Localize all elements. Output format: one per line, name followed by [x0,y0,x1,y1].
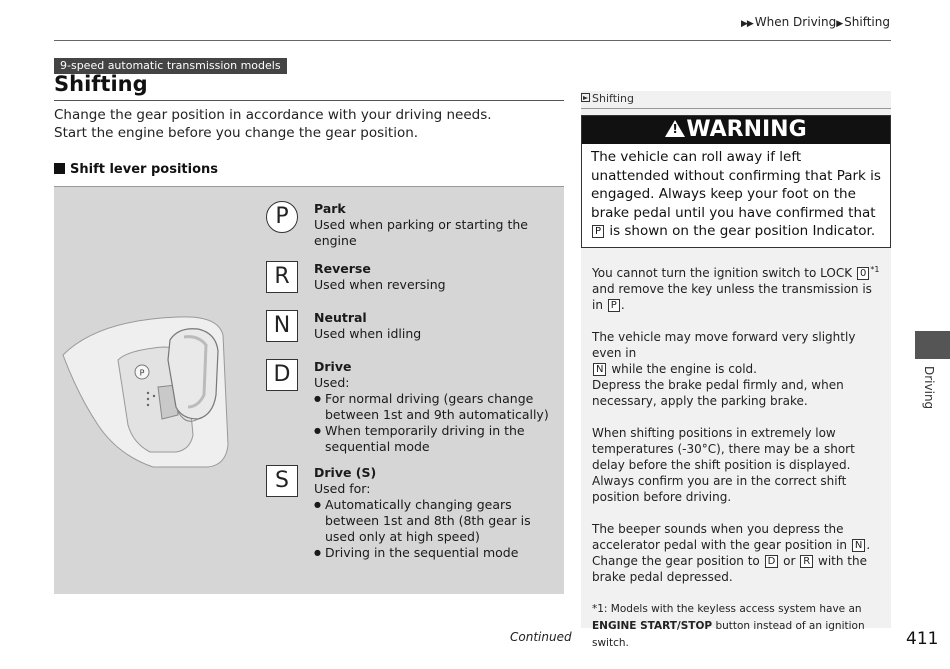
drive-bullet-list [314,391,559,455]
drive-s-symbol: S [266,465,298,497]
drive-s-bullet-list [314,497,559,561]
gear-n-symbol: N [593,363,606,376]
chapter-tab-label[interactable]: Driving [922,366,936,410]
drive-s-used-label: Used for: [314,481,371,496]
park-symbol: P [266,201,298,233]
square-bullet-icon [54,163,65,174]
gear-d-symbol: D [765,555,779,568]
neutral-name: Neutral [314,310,367,325]
breadcrumb-page: Shifting [844,15,890,29]
list-item: ● For normal driving (gears change between 1st and 9th automatically) [314,391,559,423]
gear-n-symbol: N [852,539,865,552]
drive-used-label: Used: [314,375,350,390]
warning-text-part-1: The vehicle can roll away if left unattended without confirming that Park is engaged. Always keep your foot on the brake pedal until you have confirmed that [591,149,881,221]
sidebar-footnote: *1: Models with the keyless access system have an ENGINE START/STOP button instead of an ignition switch. [592,603,865,649]
drive-s-name: Drive (S) [314,465,377,480]
warning-box [581,115,891,248]
page-title: Shifting [54,72,148,96]
breadcrumb-section[interactable]: When Driving [754,15,837,29]
breadcrumb-separator: ▶ [836,19,843,29]
breadcrumb-arrows: ▶▶ [740,19,753,29]
sidebar-reference-label: Shifting [592,92,635,105]
sidebar-reference[interactable] [581,92,634,105]
footnote-marker: *1 [870,265,880,274]
warning-triangle-icon [665,120,685,137]
warning-text-part-2: is shown on the gear position Indicator. [609,223,876,239]
shift-lever-illustration [58,315,238,470]
intro-line-2: Start the engine before you change the gear position. [54,125,419,141]
sidebar-paragraph-beeper: The beeper sounds when you depress the accelerator pedal with the gear position in N . Change the gear position to D or R with the brake pedal depressed. [592,522,871,584]
park-name: Park [314,201,346,216]
reverse-name: Reverse [314,261,371,276]
intro-line-1: Change the gear position in accordance with your driving needs. [54,107,492,123]
chapter-tab[interactable] [915,331,950,359]
page-number: 411 [906,629,939,649]
warning-title: WARNING [686,117,807,142]
neutral-description: Used when idling [314,326,422,341]
list-item: ● When temporarily driving in the sequential mode [314,423,559,455]
list-item: ● Automatically changing gears between 1st and 8th (8th gear is used only at high speed) [314,497,559,545]
warning-text [582,144,890,245]
gear-p-symbol: P [592,225,604,238]
reverse-symbol: R [266,261,298,293]
warning-header [582,116,890,144]
neutral-symbol: N [266,310,298,342]
section-heading [54,162,218,177]
model-tag: 9-speed automatic transmission models [54,58,287,74]
gear-p-symbol: P [608,299,620,312]
park-description: Used when parking or starting the engine [314,217,528,248]
list-item: ● Driving in the sequential mode [314,545,559,561]
gear-r-symbol: R [800,555,813,568]
shift-lever-panel [54,186,564,594]
sidebar-divider [581,108,891,109]
sidebar-body [592,262,884,668]
continued-label: Continued [510,630,572,644]
section-heading-label: Shift lever positions [70,162,218,177]
intro-text [54,106,564,142]
drive-symbol: D [266,359,298,391]
reverse-description: Used when reversing [314,277,446,292]
sidebar-paragraph-cold: The vehicle may move forward very slightly even in N while the engine is cold. Depress the brake pedal firmly and, when necessary, apply the parking brake. [592,330,856,408]
breadcrumb [741,15,890,29]
sidebar-paragraph-temperature: When shifting positions in extremely low temperatures (-30°C), there may be a short delay before the shift position is displayed. Always confirm you are in the correct shift position before driving. [592,426,855,504]
park-button-label: P [139,368,145,378]
lock-0-symbol: 0 [857,267,869,280]
drive-name: Drive [314,359,352,374]
sidebar-paragraph-lock: You cannot turn the ignition switch to LOCK 0 $^{*1}$ and remove the key unless the transmission is in P . [592,265,880,312]
top-divider [54,40,891,41]
title-divider [54,100,564,101]
reference-arrow-icon [581,93,590,102]
